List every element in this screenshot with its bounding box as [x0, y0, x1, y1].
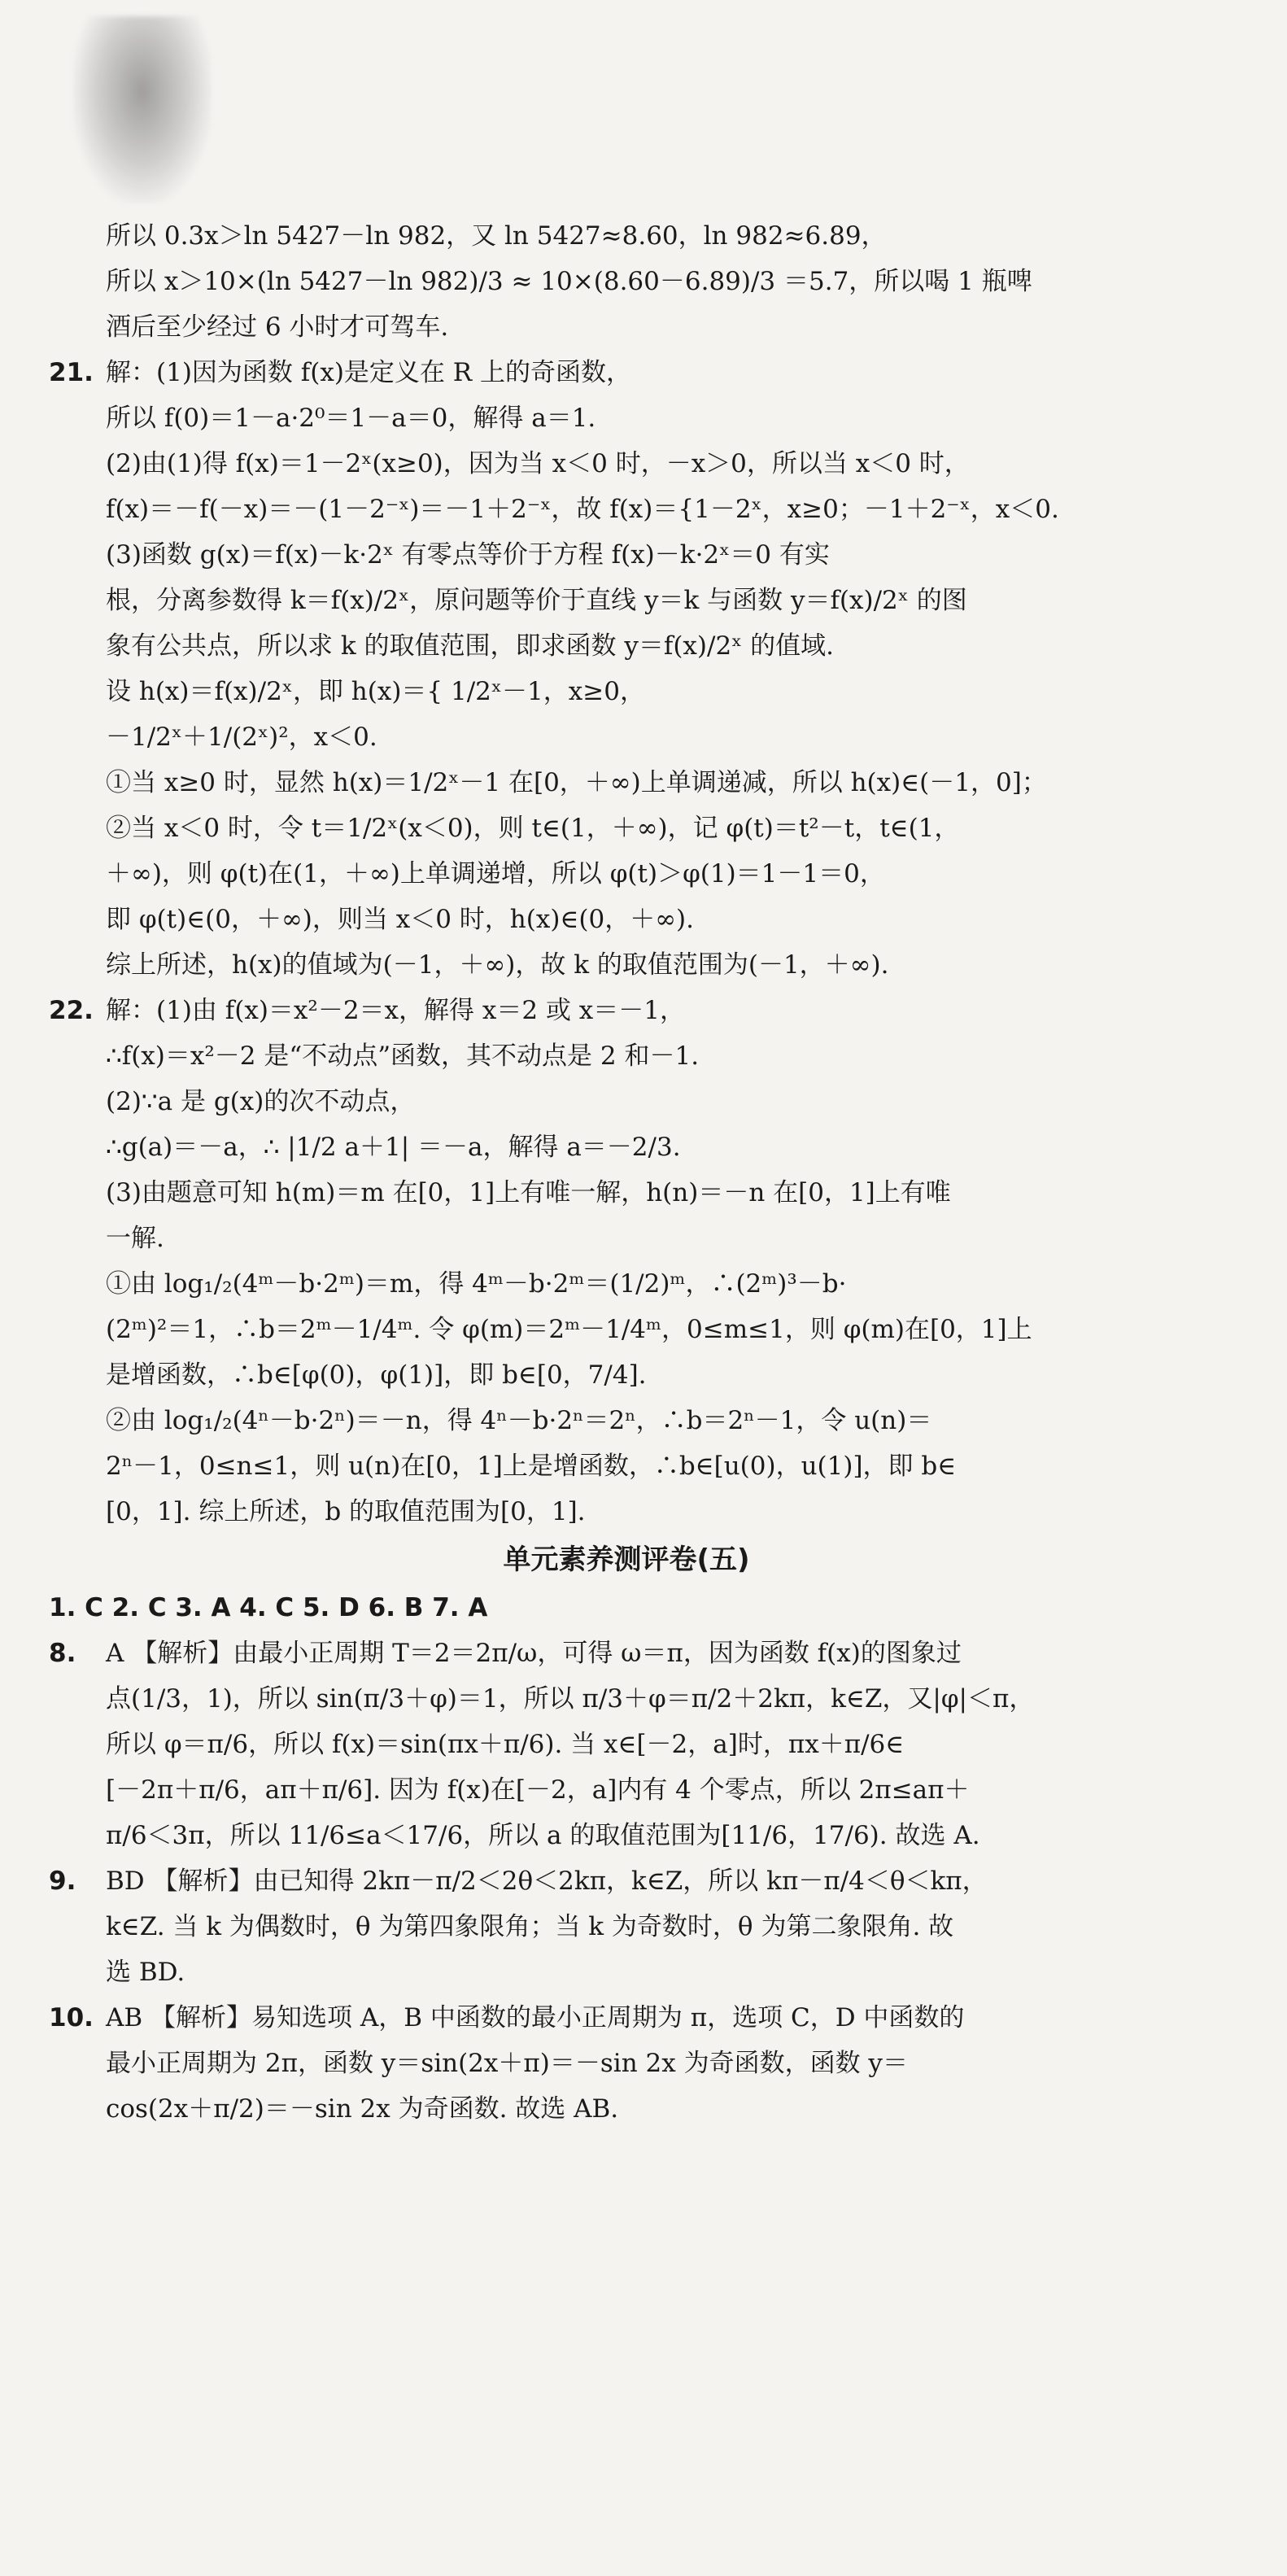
line-text: ②由 log₁/₂(4ⁿ－b·2ⁿ)＝－n，得 4ⁿ－b·2ⁿ＝2ⁿ，∴b＝2ⁿ－1，令 u(n)＝ — [106, 1406, 932, 1435]
text-line — [49, 1443, 1041, 1489]
text-line — [49, 1722, 1041, 1767]
line-text: 酒后至少经过 6 小时才可驾车. — [106, 312, 449, 342]
line-text: k∈Z. 当 k 为偶数时，θ 为第四象限角；当 k 为奇数时，θ 为第二象限角. 故 — [106, 1912, 954, 1941]
text-line — [49, 1033, 1041, 1079]
answers-line: 1. C 2. C 3. A 4. C 5. D 6. B 7. A — [49, 1593, 488, 1622]
line-text: A 【解析】由最小正周期 T＝2＝2π/ω，可得 ω＝π，因为函数 f(x)的图象过 — [106, 1639, 962, 1668]
line-text: 解：(1)因为函数 f(x)是定义在 R 上的奇函数， — [106, 358, 631, 387]
line-text: (3)由题意可知 h(m)＝m 在[0，1]上有唯一解，h(n)＝－n 在[0，1]上有唯 — [106, 1178, 951, 1207]
line-text: BD 【解析】由已知得 2kπ－π/2＜2θ＜2kπ，k∈Z，所以 kπ－π/4＜θ＜kπ， — [106, 1867, 988, 1896]
line-text: [－2π＋π/6，aπ＋π/6]. 因为 f(x)在[－2，a]内有 4 个零点，所以 2π≤aπ＋ — [106, 1775, 970, 1805]
line-text: 是增函数，∴b∈[φ(0)，φ(1)]，即 b∈[0，7/4]. — [106, 1360, 647, 1390]
text-line — [49, 1904, 1041, 1949]
line-text: f(x)＝－f(－x)＝－(1－2⁻ˣ)＝－1＋2⁻ˣ，故 f(x)＝{1－2ˣ，x≥0；－1＋2⁻ˣ，x＜0. — [106, 495, 1059, 524]
line-text: 所以 x＞10×(ln 5427－ln 982)/3 ≈ 10×(8.60－6.89)/3 ＝5.7，所以喝 1 瓶啤 — [106, 267, 1032, 296]
text-line — [49, 259, 1041, 304]
line-text: cos(2x＋π/2)＝－sin 2x 为奇函数. 故选 AB. — [106, 2094, 619, 2124]
text-line — [49, 1813, 1041, 1858]
line-text: (3)函数 g(x)＝f(x)－k·2ˣ 有零点等价于方程 f(x)－k·2ˣ＝0 有实 — [106, 540, 830, 570]
solution-page — [49, 213, 1059, 2132]
text-line — [49, 1307, 1041, 1352]
line-text: ②当 x＜0 时，令 t＝1/2ˣ(x＜0)，则 t∈(1，＋∞)，记 φ(t)＝t²－t，t∈(1， — [106, 814, 960, 843]
text-line — [49, 578, 1041, 623]
line-text: ∴g(a)＝－a，∴ |1/2 a＋1| ＝－a，解得 a＝－2/3. — [106, 1133, 681, 1162]
text-line — [49, 714, 1041, 760]
text-line — [49, 897, 1041, 942]
line-text: 点(1/3，1)，所以 sin(π/3＋φ)＝1，所以 π/3＋φ＝π/2＋2kπ，k∈Z，又|φ|＜π， — [106, 1684, 1035, 1714]
line-text: ＋∞)，则 φ(t)在(1，＋∞)上单调递增，所以 φ(t)＞φ(1)＝1－1＝0， — [106, 859, 885, 889]
question-number: 22. — [49, 996, 94, 1025]
question-number: 21. — [49, 358, 94, 387]
text-line — [49, 1995, 1041, 2041]
section-title: 单元素养测评卷(五) — [503, 1543, 750, 1576]
text-line — [49, 487, 1059, 532]
line-text: 一解. — [106, 1224, 164, 1253]
text-line — [49, 2041, 1041, 2086]
line-text: AB 【解析】易知选项 A，B 中函数的最小正周期为 π，选项 C，D 中函数的 — [106, 2003, 965, 2032]
line-text: (2)由(1)得 f(x)＝1－2ˣ(x≥0)，因为当 x＜0 时，－x＞0，所以当 x＜0 时， — [106, 449, 970, 478]
line-text: ①当 x≥0 时，显然 h(x)＝1/2ˣ－1 在[0，＋∞)上单调递减，所以 h(x)∈(－1，0]； — [106, 768, 1047, 797]
line-text: 象有公共点，所以求 k 的取值范围，即求函数 y＝f(x)/2ˣ 的值域. — [106, 631, 835, 661]
text-line — [49, 988, 1041, 1033]
text-line — [49, 1170, 1041, 1216]
line-text: 2ⁿ－1，0≤n≤1，则 u(n)在[0，1]上是增函数，∴b∈[u(0)，u(1)]，即 b∈ — [106, 1452, 957, 1481]
line-text: 所以 0.3x＞ln 5427－ln 982，又 ln 5427≈8.60，ln 982≈6.89， — [106, 221, 887, 251]
text-line — [49, 760, 1047, 806]
text-line — [49, 1858, 1041, 1904]
line-text: 设 h(x)＝f(x)/2ˣ，即 h(x)＝{ 1/2ˣ－1，x≥0， — [106, 677, 645, 706]
text-line — [49, 1079, 1041, 1124]
solutions-block-2 — [49, 1631, 1041, 2132]
line-text: －1/2ˣ＋1/(2ˣ)²，x＜0. — [106, 723, 377, 752]
text-line — [49, 851, 1041, 897]
line-text: (2)∵a 是 g(x)的次不动点， — [106, 1087, 416, 1116]
question-number: 10. — [49, 2003, 94, 2032]
text-line — [49, 1631, 1041, 1676]
text-line — [49, 669, 1041, 714]
line-text: π/6＜3π，所以 11/6≤a＜17/6，所以 a 的取值范围为[11/6，17/6). 故选 A. — [106, 1821, 980, 1850]
text-line — [49, 1949, 1041, 1995]
line-text: 解：(1)由 f(x)＝x²－2＝x，解得 x＝2 或 x＝－1， — [106, 996, 685, 1025]
text-line — [49, 1398, 1041, 1443]
question-number: 9. — [49, 1867, 76, 1896]
line-text: 综上所述，h(x)的值域为(－1，＋∞)，故 k 的取值范围为(－1，＋∞). — [106, 950, 889, 980]
text-line — [49, 942, 1041, 988]
line-text: ∴f(x)＝x²－2 是“不动点”函数，其不动点是 2 和－1. — [106, 1041, 700, 1071]
text-line — [49, 2086, 1041, 2132]
solutions-block-1 — [49, 213, 1059, 1535]
line-text: 即 φ(t)∈(0，＋∞)，则当 x＜0 时，h(x)∈(0，＋∞). — [106, 905, 694, 934]
text-line — [49, 395, 1041, 441]
text-line — [49, 1767, 1041, 1813]
text-line — [49, 1261, 1041, 1307]
line-text: 所以 φ＝π/6，所以 f(x)＝sin(πx＋π/6). 当 x∈[－2，a]时，πx＋π/6∈ — [106, 1730, 905, 1759]
text-line — [49, 1124, 1041, 1170]
line-text: 根，分离参数得 k＝f(x)/2ˣ，原问题等价于直线 y＝k 与函数 y＝f(x)/2ˣ 的图 — [106, 586, 967, 615]
scan-smudge — [73, 16, 212, 203]
line-text: 最小正周期为 2π，函数 y＝sin(2x＋π)＝－sin 2x 为奇函数，函数 y＝ — [106, 2049, 908, 2078]
text-line — [49, 350, 1041, 395]
text-line — [49, 1352, 1041, 1398]
line-text: 所以 f(0)＝1－a·2⁰＝1－a＝0，解得 a＝1. — [106, 404, 596, 433]
text-line — [49, 441, 1041, 487]
text-line — [49, 1216, 1041, 1261]
line-text: [0，1]. 综上所述，b 的取值范围为[0，1]. — [106, 1497, 586, 1526]
text-line — [49, 1489, 1041, 1535]
text-line — [49, 532, 1041, 578]
text-line — [49, 304, 1041, 350]
text-line — [49, 213, 1041, 259]
line-text: ①由 log₁/₂(4ᵐ－b·2ᵐ)＝m，得 4ᵐ－b·2ᵐ＝(1/2)ᵐ，∴(2ᵐ)³－b· — [106, 1269, 847, 1299]
line-text: 选 BD. — [106, 1958, 185, 1987]
text-line — [49, 1676, 1041, 1722]
line-text: (2ᵐ)²＝1，∴b＝2ᵐ－1/4ᵐ. 令 φ(m)＝2ᵐ－1/4ᵐ，0≤m≤1，则 φ(m)在[0，1]上 — [106, 1315, 1032, 1344]
text-line — [49, 623, 1041, 669]
text-line — [49, 806, 1041, 851]
question-number: 8. — [49, 1639, 76, 1668]
